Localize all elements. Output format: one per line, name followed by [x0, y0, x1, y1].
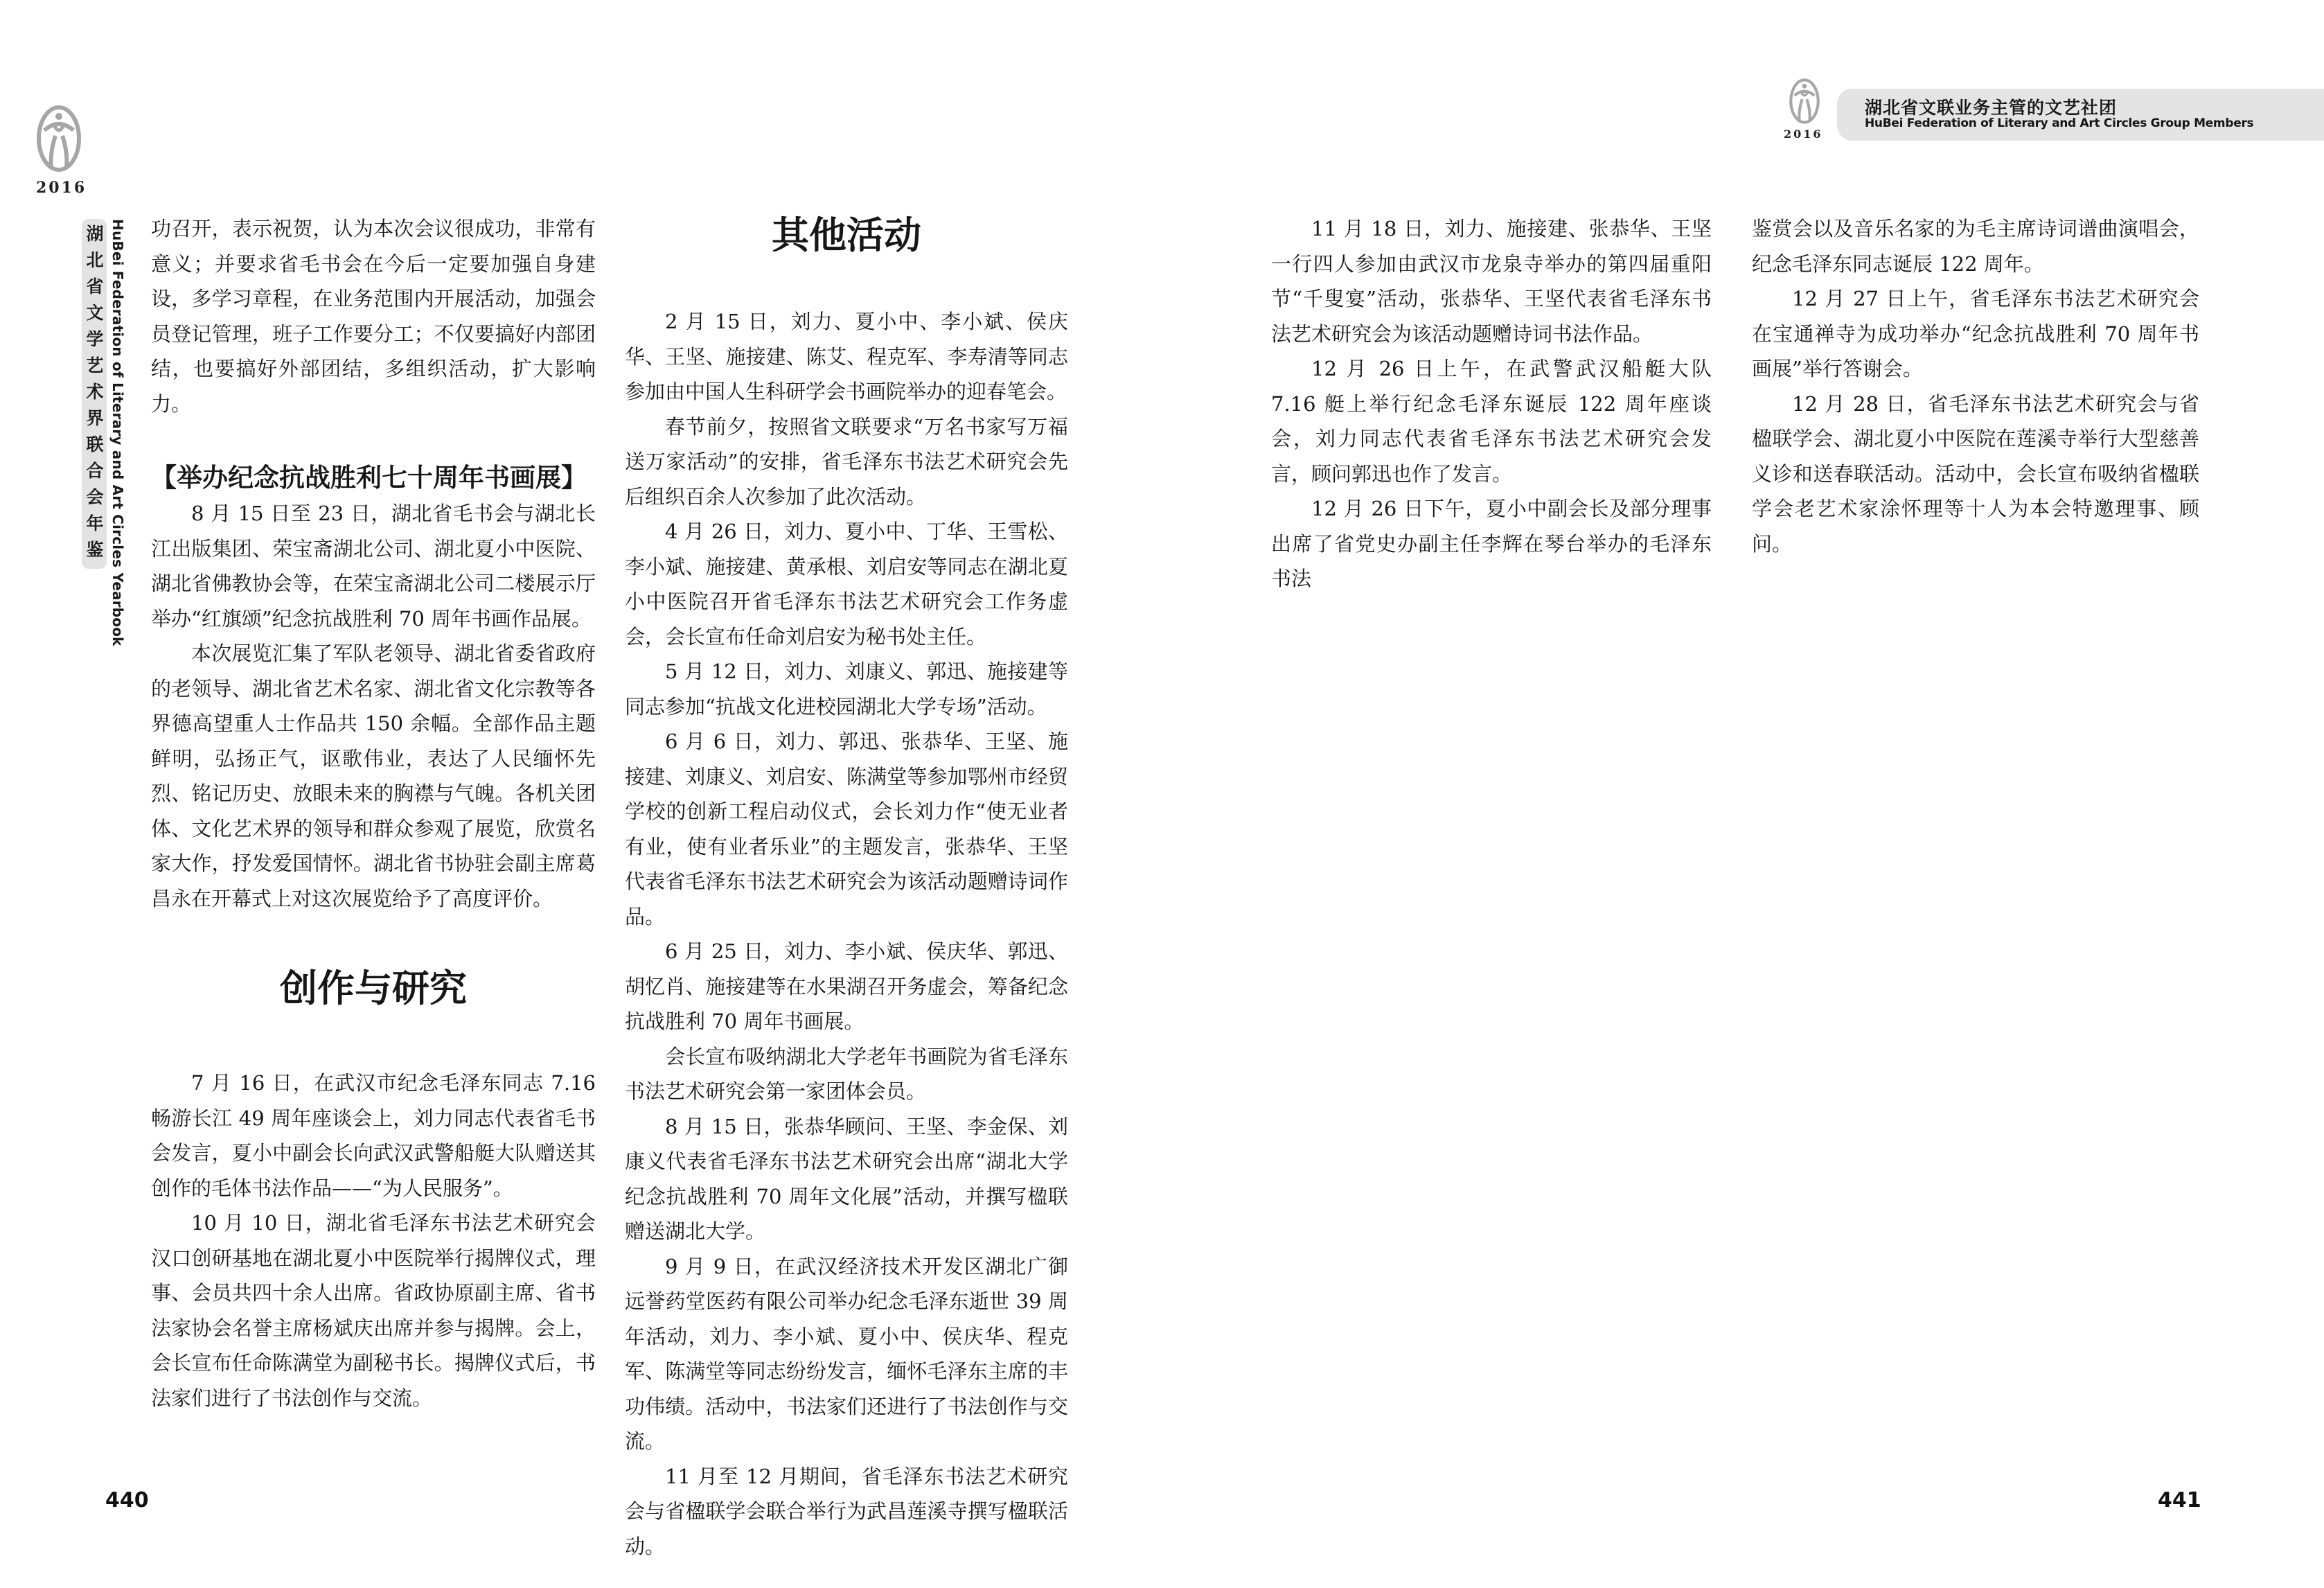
left-logo: [36, 104, 85, 197]
paragraph: 8 月 15 日至 23 日，湖北省毛书会与湖北长江出版集团、荣宝斋湖北公司、湖北夏小中医院、湖北省佛教协会等，在荣宝斋湖北公司二楼展示厅举办“红旗颂”纪念抗战胜利 70 周年书画作品展。: [151, 502, 596, 630]
paragraph: 12 月 27 日上午，省毛泽东书法艺术研究会在宝通禅寺为成功举办“纪念抗战胜利 70 周年书画展”举行答谢会。: [1752, 287, 2199, 380]
side-tab-title-cn: 湖北省文学艺术界联合会年鉴: [84, 224, 104, 567]
paragraph: 4 月 26 日，刘力、夏小中、丁华、王雪松、李小斌、施接建、黄承根、刘启安等同志在湖北夏小中医院召开省毛泽东书法艺术研究会工作务虚会，会长宣布任命刘启安为秘书处主任。: [625, 520, 1068, 649]
federation-emblem-icon: [36, 104, 82, 173]
right-page: [1162, 0, 2324, 1588]
logo-year: 2016: [1784, 127, 1823, 141]
left-column: [151, 211, 596, 1415]
paragraph: 8 月 15 日，张恭华顾问、王坚、李金保、刘康义代表省毛泽东书法艺术研究会出席“湖北大学纪念抗战胜利 70 周年文化展”活动，并撰写楹联赠送湖北大学。: [625, 1114, 1068, 1243]
paragraph: 6 月 6 日，刘力、郭迅、张恭华、王坚、施接建、刘康义、刘启安、陈满堂等参加鄂州市经贸学校的创新工程启动仪式，会长刘力作“使无业者有业，使有业者乐业”的主题发言，张恭华、王坚代表省毛泽东书法艺术研究会为该活动题赠诗词作品。: [625, 730, 1068, 928]
header-title-en: HuBei Federation of Literary and Art Circles Group Members: [1865, 116, 2254, 130]
federation-emblem-icon: [1789, 78, 1820, 125]
logo-year: 2016: [36, 179, 87, 197]
paragraph: 2 月 15 日，刘力、夏小中、李小斌、侯庆华、王坚、施接建、陈艾、程克军、李寿清等同志参加由中国人生科研学会书画院举办的迎春笔会。: [625, 310, 1068, 403]
paragraph: 春节前夕，按照省文联要求“万名书家写万福送万家活动”的安排，省毛泽东书法艺术研究会先后组织百余人次参加了此次活动。: [625, 414, 1068, 509]
header-title-cn: 湖北省文联业务主管的文艺社团: [1865, 98, 2118, 118]
middle-column: [625, 211, 1068, 1564]
paragraph-continuation: 鉴赏会以及音乐名家的为毛主席诗词谱曲演唱会，纪念毛泽东同志诞辰 122 周年。: [1752, 217, 2199, 276]
right-column-1: [1271, 211, 1712, 597]
paragraph: 本次展览汇集了军队老领导、湖北省委省政府的老领导、湖北省艺术名家、湖北省文化宗教等各界德高望重人士作品共 150 余幅。全部作品主题鲜明，弘扬正气，讴歌伟业，表达了人民缅怀先烈、铭记历史、放眼未来的胸襟与气魄。各机关团体、文化艺术界的领导和群众参观了展览，欣赏名家大作，抒发爱国情怀。湖北省书协驻会副主席葛昌永在开幕式上对这次展览给予了高度评价。: [151, 642, 596, 910]
page-number: 440: [105, 1488, 149, 1512]
paragraph: 12 月 26 日下午，夏小中副会长及部分理事出席了省党史办副主任李辉在琴台举办的毛泽东书法: [1271, 497, 1712, 590]
paragraph: 12 月 28 日，省毛泽东书法艺术研究会与省楹联学会、湖北夏小中医院在莲溪寺举行大型慈善义诊和送春联活动。活动中，会长宣布吸纳省楹联学会老艺术家涂怀理等十人为本会特邀理事、顾问。: [1752, 391, 2199, 556]
sub-heading: 【举办纪念抗战胜利七十周年书画展】: [151, 463, 587, 493]
paragraph: 12 月 26 日上午，在武警武汉船艇大队 7.16 艇上举行纪念毛泽东诞辰 122 周年座谈会，刘力同志代表省毛泽东书法艺术研究会发言，顾问郭迅也作了发言。: [1271, 357, 1712, 486]
paragraph: 会长宣布吸纳湖北大学老年书画院为省毛泽东书法艺术研究会第一家团体会员。: [625, 1044, 1068, 1103]
paragraph: 10 月 10 日，湖北省毛泽东书法艺术研究会汉口创研基地在湖北夏小中医院举行揭牌仪式，理事、会员共四十余人出席。省政协原副主席、省书法家协会名誉主席杨斌庆出席并参与揭牌。会上，会长宣布任命陈满堂为副秘书长。揭牌仪式后，书法家们进行了书法创作与交流。: [151, 1211, 596, 1410]
paragraph: 7 月 16 日，在武汉市纪念毛泽东同志 7.16 畅游长江 49 周年座谈会上，刘力同志代表省毛书会发言，夏小中副会长向武汉武警船艇大队赠送其创作的毛体书法作品——“为人民服务”。: [151, 1071, 596, 1200]
paragraph: 6 月 25 日，刘力、李小斌、侯庆华、郭迅、胡忆肖、施接建等在水果湖召开务虚会，筹备纪念抗战胜利 70 周年书画展。: [625, 939, 1068, 1033]
paragraph: 11 月至 12 月期间，省毛泽东书法艺术研究会与省楹联学会联合举行为武昌莲溪寺撰写楹联活动。: [625, 1464, 1068, 1558]
page-number: 441: [2158, 1488, 2201, 1512]
section-title: 其他活动: [772, 213, 921, 257]
side-tab: [82, 219, 107, 569]
intro-paragraph: 功召开，表示祝贺，认为本次会议很成功，非常有意义；并要求省毛书会在今后一定要加强自身建设，多学习章程，在业务范围内开展活动，加强会员登记管理，班子工作要分工；不仅要搞好内部团结，也要搞好外部团结，多组织活动，扩大影响力。: [151, 217, 596, 416]
paragraph: 9 月 9 日，在武汉经济技术开发区湖北广御远誉药堂医药有限公司举办纪念毛泽东逝世 39 周年活动，刘力、李小斌、夏小中、侯庆华、程克军、陈满堂等同志纷纷发言，缅怀毛泽东主席的丰功伟绩。活动中，书法家们还进行了书法创作与交流。: [625, 1254, 1068, 1453]
side-tab-title-en: HuBei Federation of Literary and Art Circles Yearbook: [109, 219, 126, 646]
right-logo: [1784, 78, 1825, 141]
section-title: 创作与研究: [280, 967, 467, 1010]
running-header: [1837, 89, 2324, 141]
right-column-2: [1752, 211, 2199, 561]
paragraph: 5 月 12 日，刘力、刘康义、郭迅、施接建等同志参加“抗战文化进校园湖北大学专场”活动。: [625, 660, 1068, 718]
paragraph: 11 月 18 日，刘力、施接建、张恭华、王坚一行四人参加由武汉市龙泉寺举办的第四届重阳节“千叟宴”活动，张恭华、王坚代表省毛泽东书法艺术研究会为该活动题赠诗词书法作品。: [1271, 217, 1712, 346]
